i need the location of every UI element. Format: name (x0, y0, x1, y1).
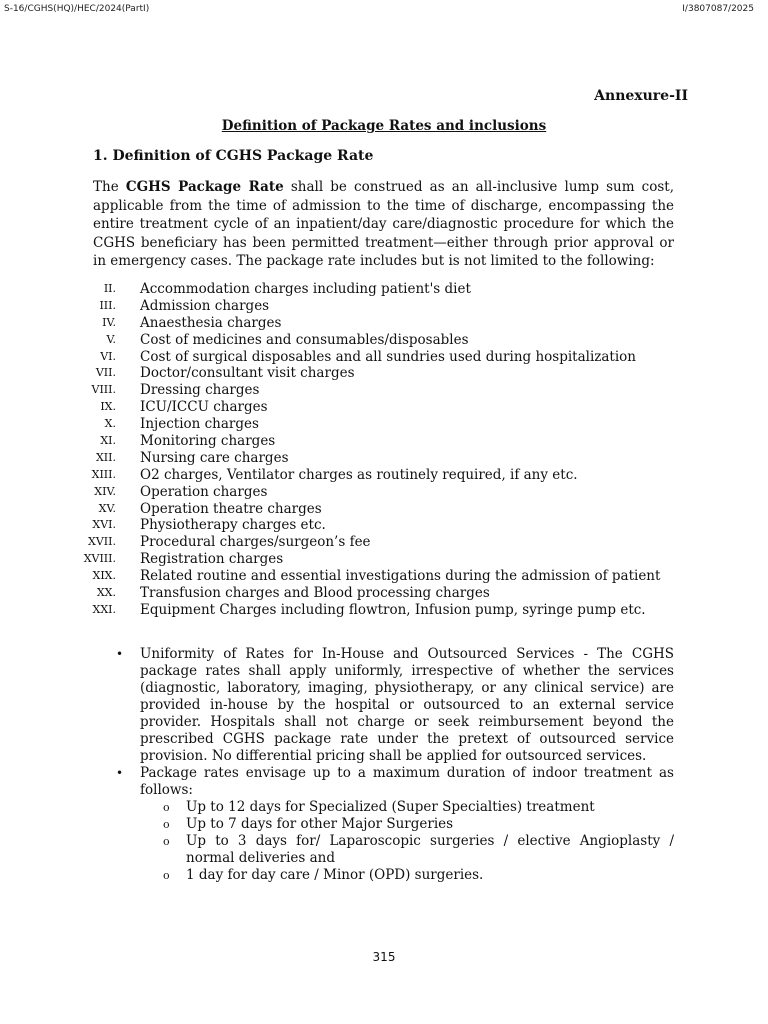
list-item-number: VIII. (91, 383, 116, 397)
list-item-number: XIII. (91, 467, 116, 481)
annexure-label: Annexure-II (594, 88, 688, 104)
sublist-item (0, 867, 768, 884)
list-item-text: Anaesthesia charges (140, 314, 282, 331)
bullet-icon: • (116, 766, 124, 780)
list-item (0, 365, 768, 382)
list-item-text: Registration charges (140, 551, 284, 568)
list-item-number: XXI. (92, 602, 116, 616)
list-item-number: XII. (95, 450, 116, 464)
list-item-number: VII. (95, 366, 116, 380)
list-item (0, 416, 768, 433)
list-item-text: Injection charges (140, 416, 259, 433)
list-item (0, 585, 768, 602)
list-item (0, 332, 768, 349)
list-item-text: Transfusion charges and Blood processing charges (140, 585, 490, 602)
page-number: 315 (372, 950, 396, 964)
list-item-text: Cost of medicines and consumables/disposables (140, 331, 469, 348)
list-item-text: O2 charges, Ventilator charges as routinely required, if any etc. (140, 466, 578, 483)
list-item (0, 467, 768, 484)
list-item-text: Doctor/consultant visit charges (140, 365, 355, 382)
inclusions-list (0, 281, 768, 619)
list-item-number: IX. (100, 400, 116, 414)
list-item-number: X. (104, 417, 116, 431)
intro-bold-term: CGHS Package Rate (125, 179, 284, 195)
list-item (0, 399, 768, 416)
list-item (0, 534, 768, 551)
list-item (0, 433, 768, 450)
list-item (0, 517, 768, 534)
list-item-number: XVII. (88, 535, 116, 549)
bullet-item-uniformity (0, 646, 768, 765)
header-document-reference: I/3807087/2025 (682, 4, 754, 14)
circle-bullet-icon: o (163, 835, 170, 848)
bullet-item-duration (0, 765, 768, 884)
intro-prefix: The (93, 179, 126, 195)
list-item-text: Related routine and essential investigations during the admission of patient (140, 568, 661, 585)
list-item (0, 602, 768, 619)
sublist-item-text: 1 day for day care / Minor (OPD) surgeries. (186, 867, 484, 883)
list-item-number: V. (106, 332, 116, 346)
header-file-reference: S-16/CGHS(HQ)/HEC/2024(PartI) (4, 4, 150, 14)
duration-sublist (0, 799, 768, 884)
list-item (0, 281, 768, 298)
list-item (0, 568, 768, 585)
list-item-text: Nursing care charges (140, 449, 289, 466)
list-item-text: Dressing charges (140, 382, 260, 399)
bullet-list (0, 646, 768, 884)
list-item-number: XX. (96, 586, 116, 600)
sublist-item-text: Up to 3 days for/ Laparoscopic surgeries / elective Angioplasty / normal deliveries and (186, 833, 674, 866)
list-item-text: Cost of surgical disposables and all sundries used during hospitalization (140, 348, 636, 365)
list-item-number: XV. (98, 501, 116, 515)
list-item-text: Accommodation charges including patient's diet (140, 281, 471, 297)
section-heading: 1. Definition of CGHS Package Rate (93, 148, 374, 164)
sublist-item-text: Up to 7 days for other Major Surgeries (186, 816, 454, 832)
list-item (0, 382, 768, 399)
bullet-icon: • (116, 647, 124, 661)
list-item-text: Procedural charges/surgeon’s fee (140, 534, 371, 551)
list-item-number: III. (99, 298, 116, 312)
bullet-text: Package rates envisage up to a maximum duration of indoor treatment as follows: (140, 765, 674, 798)
list-item (0, 484, 768, 501)
sublist-item (0, 816, 768, 833)
circle-bullet-icon: o (163, 801, 170, 814)
page-title: Definition of Package Rates and inclusions (221, 118, 547, 134)
list-item (0, 349, 768, 366)
list-item-text: Monitoring charges (140, 433, 276, 450)
list-item-number: VI. (100, 349, 116, 363)
circle-bullet-icon: o (163, 869, 170, 882)
list-item-text: Operation theatre charges (140, 500, 322, 517)
sublist-item-text: Up to 12 days for Specialized (Super Specialties) treatment (186, 799, 595, 815)
list-item-number: XIV. (94, 484, 116, 498)
list-item-number: XVI. (92, 518, 116, 532)
list-item-number: XVIII. (83, 552, 116, 566)
list-item (0, 298, 768, 315)
list-item-number: XI. (100, 434, 116, 448)
list-item-number: XIX. (92, 569, 116, 583)
list-item (0, 450, 768, 467)
list-item (0, 501, 768, 518)
list-item-text: Admission charges (140, 297, 270, 314)
list-item (0, 315, 768, 332)
list-item-text: Operation charges (140, 483, 268, 500)
circle-bullet-icon: o (163, 818, 170, 831)
list-item-text: Equipment Charges including flowtron, Infusion pump, syringe pump etc. (140, 601, 646, 618)
sublist-item (0, 799, 768, 816)
intro-rest: shall be construed as an all-inclusive lump sum cost, applicable from the time of admission to the time of discharge, encompassing the entire treatment cycle of an inpatient/day care/diagnostic procedure for which the CGHS beneficiary has been permitted treatment—either through prior approval or in emergency cases. The package rate includes but is not limited to the following: (93, 179, 674, 269)
list-item-number: IV. (102, 315, 116, 329)
list-item-text: ICU/ICCU charges (140, 399, 268, 416)
list-item-number: II. (103, 282, 116, 295)
list-item-text: Physiotherapy charges etc. (140, 517, 326, 534)
intro-paragraph (93, 178, 674, 271)
list-item (0, 551, 768, 568)
sublist-item (0, 833, 768, 867)
bullet-text: Uniformity of Rates for In-House and Outsourced Services - The CGHS package rates shall apply uniformly, irrespective of whether the services (diagnostic, laboratory, imaging, physiotherapy, or any clinical service) are provided in-house by the hospital or outsourced to an external service provider. Hospitals shall not charge or seek reimbursement beyond the prescribed CGHS package rate under the pretext of outsourced service provision. No differential pricing shall be applied for outsourced services. (140, 646, 674, 764)
